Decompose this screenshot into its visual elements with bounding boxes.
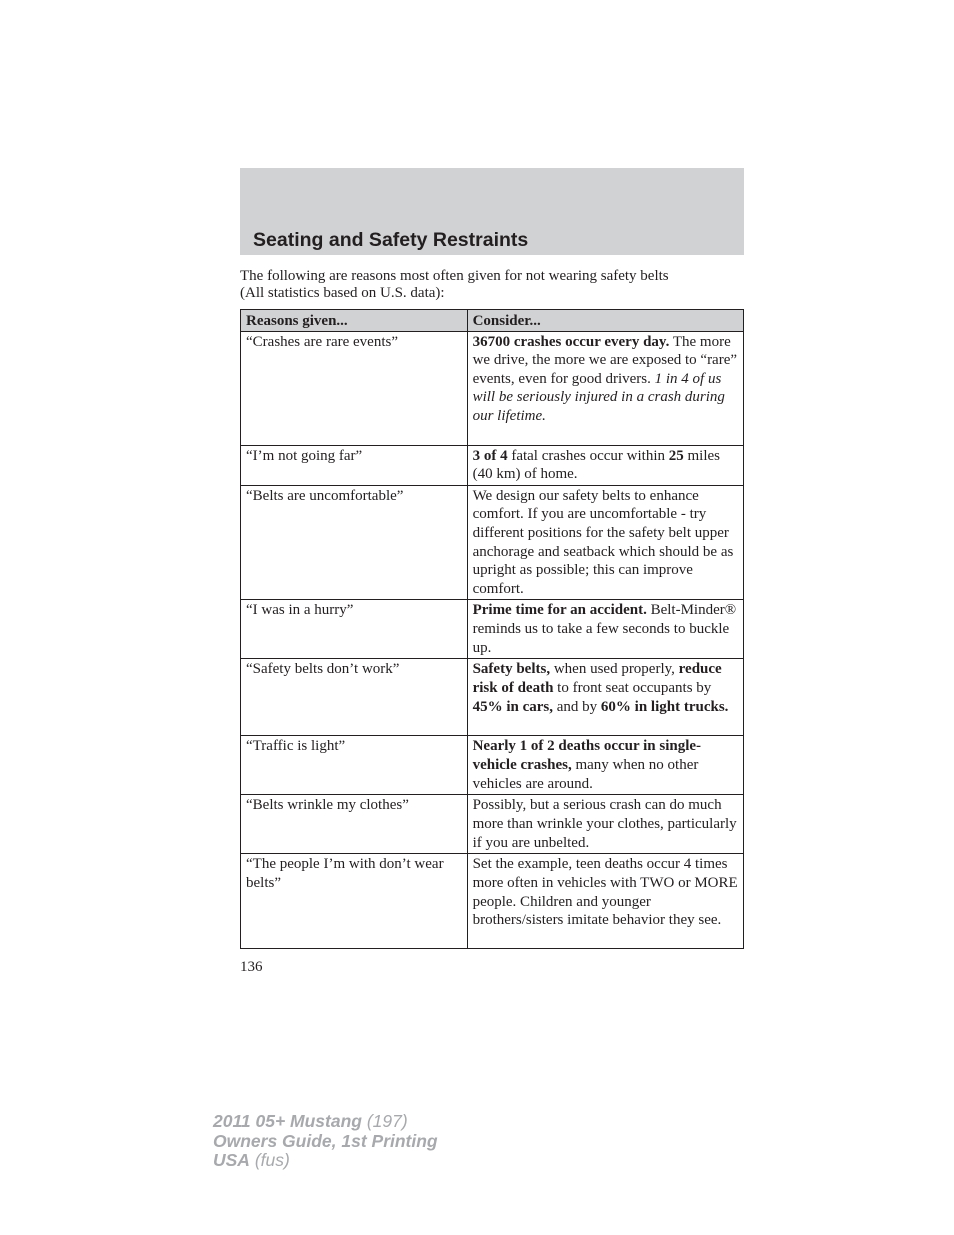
table-row (241, 854, 744, 949)
reason-cell: “Belts wrinkle my clothes” (241, 795, 468, 854)
reason-cell: “The people I’m with don’t wear belts” (241, 854, 468, 949)
table-row (241, 445, 744, 485)
consider-text-segment: miles (40 km) of home. (472, 447, 721, 483)
footer-line-2 (213, 1132, 438, 1152)
consider-text-segment: to front seat occupants by (553, 679, 712, 696)
section-header-band (240, 168, 744, 255)
consider-text-segment: Set the example, teen deaths occur 4 times more often in vehicles with TWO or MORE people. Children and younger brothers/sisters imitate behavior they see. (472, 856, 738, 929)
consider-text-segment: and by (553, 698, 601, 715)
consider-text-segment: many when no other vehicles are around. (472, 756, 699, 792)
consider-text-segment: 45% in cars, (472, 698, 553, 715)
section-title: Seating and Safety Restraints (253, 229, 529, 251)
table-row (241, 600, 744, 659)
table-body (241, 331, 744, 949)
footer-line-1 (213, 1112, 438, 1132)
consider-cell (467, 485, 743, 600)
consider-text-segment: 60% in light trucks. (600, 698, 729, 715)
document-footer (213, 1112, 438, 1171)
consider-text-segment: Safety belts, (472, 661, 551, 678)
footer-printing: Owners Guide, 1st Printing (213, 1130, 438, 1151)
footer-line-3 (213, 1151, 438, 1171)
consider-cell (467, 736, 743, 795)
consider-text-segment: 36700 crashes occur every day. (472, 333, 670, 350)
consider-text-segment: 1 in 4 of us will be seriously injured in a crash during our lifetime. (472, 370, 725, 424)
consider-text-segment: 25 (668, 447, 684, 464)
table-row (241, 331, 744, 445)
consider-text-segment: We design our safety belts to enhance comfort. If you are uncomfortable - try different positions for the safety belt upper anchorage and seatback which should be as upright as possible; this can improve comfort. (472, 487, 734, 597)
reason-cell: “Belts are uncomfortable” (241, 485, 468, 600)
consider-text-segment: Nearly 1 of 2 deaths occur in single-vehicle crashes, (472, 738, 702, 773)
table-row (241, 795, 744, 854)
column-header-reasons: Reasons given... (241, 310, 468, 332)
consider-text-segment: reduce risk of death (472, 661, 722, 696)
table-row (241, 485, 744, 600)
reason-cell: “Crashes are rare events” (241, 331, 468, 445)
footer-model: 2011 05+ Mustang (213, 1111, 362, 1131)
page-number: 136 (240, 959, 263, 975)
consider-text-segment: fatal crashes occur within (507, 447, 669, 464)
reason-cell: “Safety belts don’t work” (241, 659, 468, 736)
intro-paragraph (240, 268, 744, 302)
consider-text-segment: The more we drive, the more we are exposed to “rare” events, even for good drivers. (472, 333, 738, 387)
consider-cell (467, 331, 743, 445)
consider-cell (467, 659, 743, 736)
consider-text-segment: Prime time for an accident. (472, 602, 647, 619)
intro-line-2: (All statistics based on U.S. data): (240, 285, 445, 301)
consider-text-segment: Possibly, but a serious crash can do much more than wrinkle your clothes, particularly if you are unbelted. (472, 797, 737, 851)
footer-region-code: (fus) (249, 1150, 290, 1170)
table-row (241, 736, 744, 795)
consider-cell (467, 854, 743, 949)
consider-cell (467, 445, 743, 485)
consider-text-segment: 3 of 4 (472, 447, 508, 464)
reason-cell: “I was in a hurry” (241, 600, 468, 659)
consider-cell (467, 600, 743, 659)
reason-cell: “I’m not going far” (241, 445, 468, 485)
consider-text-segment: when used properly, (550, 661, 679, 678)
table-header-row (241, 310, 744, 332)
consider-text-segment: Belt-Minder® reminds us to take a few seconds to buckle up. (472, 602, 737, 656)
column-header-consider: Consider... (467, 310, 743, 332)
table-row (241, 659, 744, 736)
consider-cell (467, 795, 743, 854)
reason-cell: “Traffic is light” (241, 736, 468, 795)
safety-belt-reasons-table (240, 309, 744, 949)
footer-region: USA (213, 1150, 250, 1170)
intro-line-1: The following are reasons most often given for not wearing safety belts (240, 268, 669, 284)
footer-model-code: (197) (361, 1111, 408, 1131)
